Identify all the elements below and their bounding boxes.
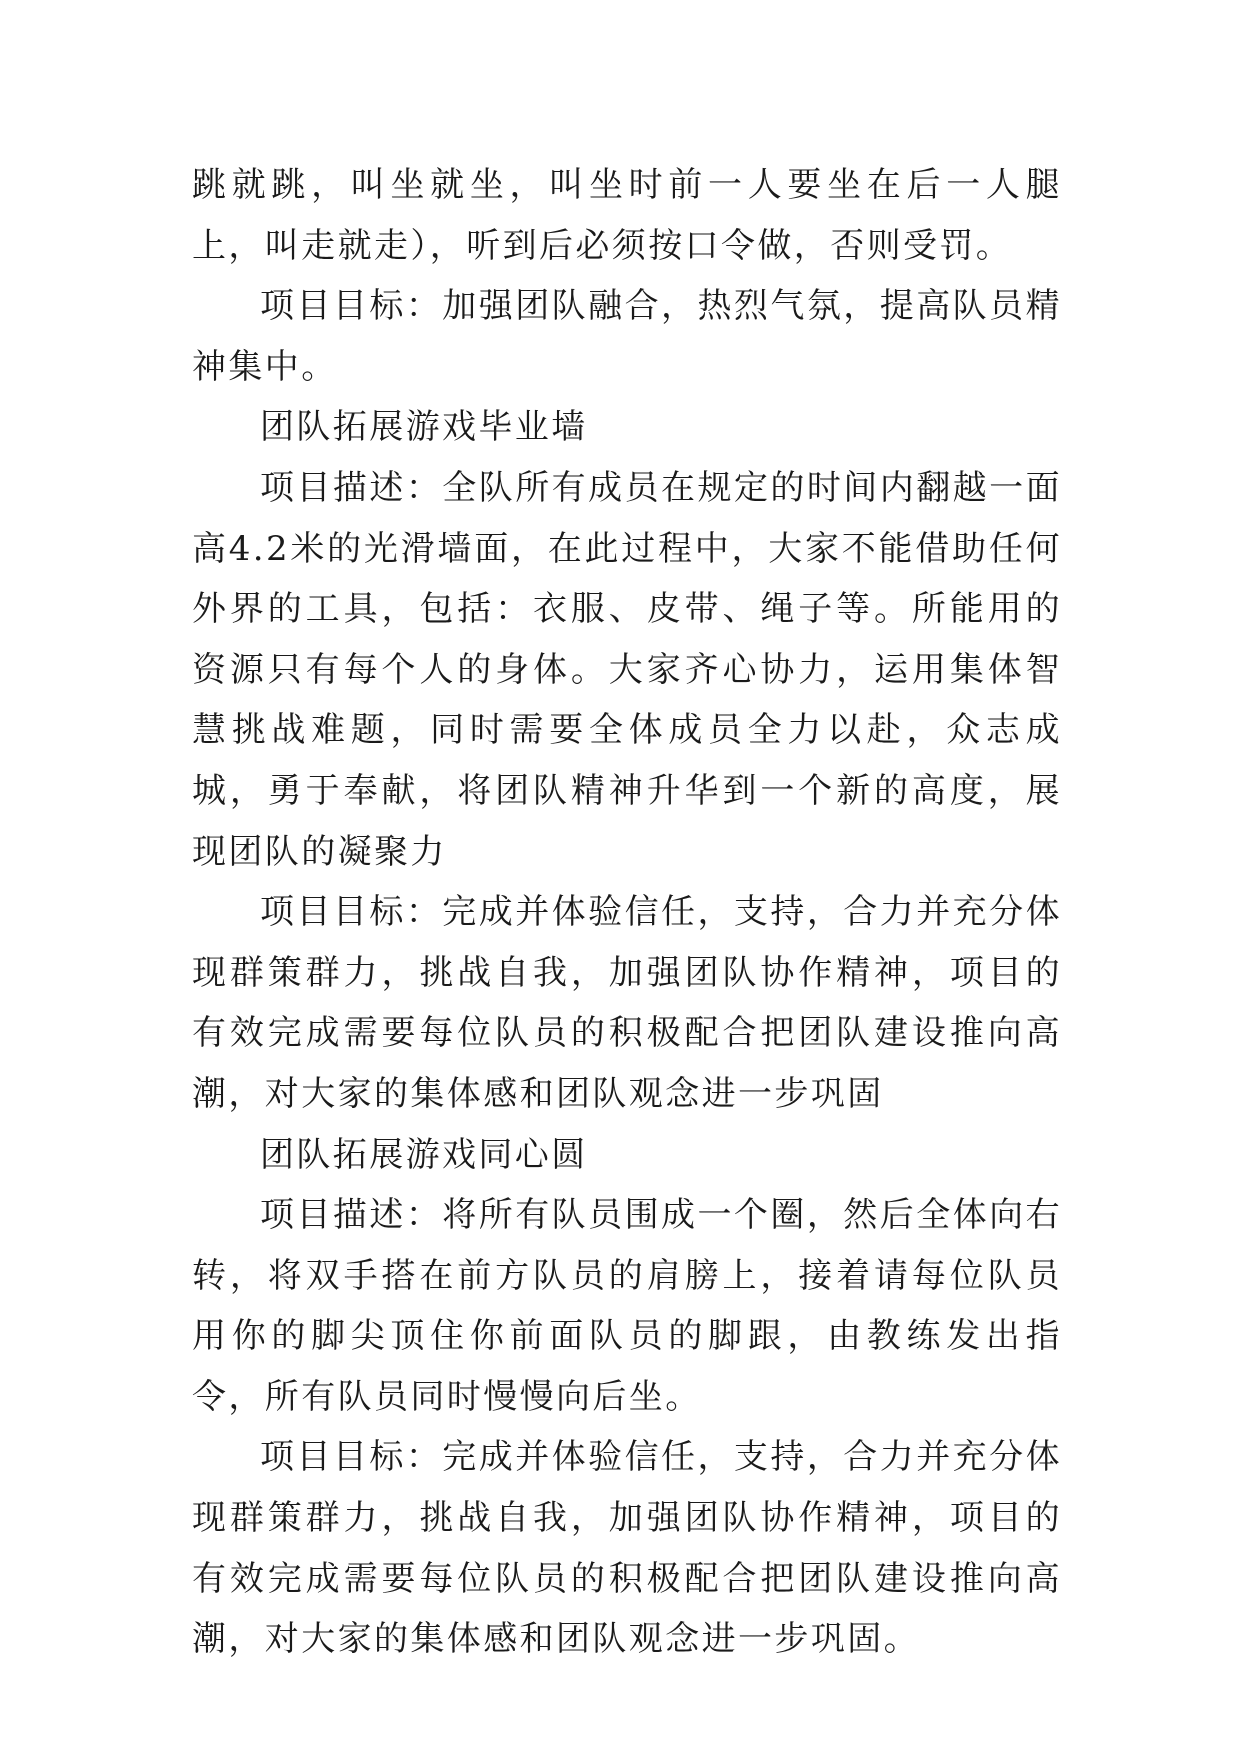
document-page — [192, 155, 1062, 1670]
paragraph-description-wall: 项目描述：全队所有成员在规定的时间内翻越一面高4.2米的光滑墙面，在此过程中，大家不能借助任何外界的工具，包括：衣服、皮带、绳子等。所能用的资源只有每个人的身体。大家齐心协力，运用集体智慧挑战难题，同时需要全体成员全力以赴，众志成城，勇于奉献，将团队精神升华到一个新的高度，展现团队的凝聚力 — [192, 467, 1062, 872]
paragraph-continuation: 跳就跳，叫坐就坐，叫坐时前一人要坐在后一人腿上，叫走就走），听到后必须按口令做，否则受罚。 — [192, 165, 1062, 266]
section-heading-concentric-circle: 团队拓展游戏同心圆 — [260, 1134, 588, 1175]
section-heading-graduation-wall: 团队拓展游戏毕业墙 — [260, 407, 588, 448]
paragraph-goal-1: 项目目标：加强团队融合，热烈气氛，提高队员精神集中。 — [192, 286, 1062, 387]
paragraph-goal-circle: 项目目标：完成并体验信任，支持，合力并充分体现群策群力，挑战自我，加强团队协作精神，项目的有效完成需要每位队员的积极配合把团队建设推向高潮，对大家的集体感和团队观念进一步巩固。 — [192, 1437, 1062, 1660]
paragraph-description-circle: 项目描述：将所有队员围成一个圈，然后全体向右转，将双手搭在前方队员的肩膀上，接着请每位队员用你的脚尖顶住你前面队员的脚跟，由教练发出指令，所有队员同时慢慢向后坐。 — [192, 1195, 1062, 1417]
paragraph-goal-wall: 项目目标：完成并体验信任，支持，合力并充分体现群策群力，挑战自我，加强团队协作精神，项目的有效完成需要每位队员的积极配合把团队建设推向高潮，对大家的集体感和团队观念进一步巩固 — [192, 892, 1062, 1114]
